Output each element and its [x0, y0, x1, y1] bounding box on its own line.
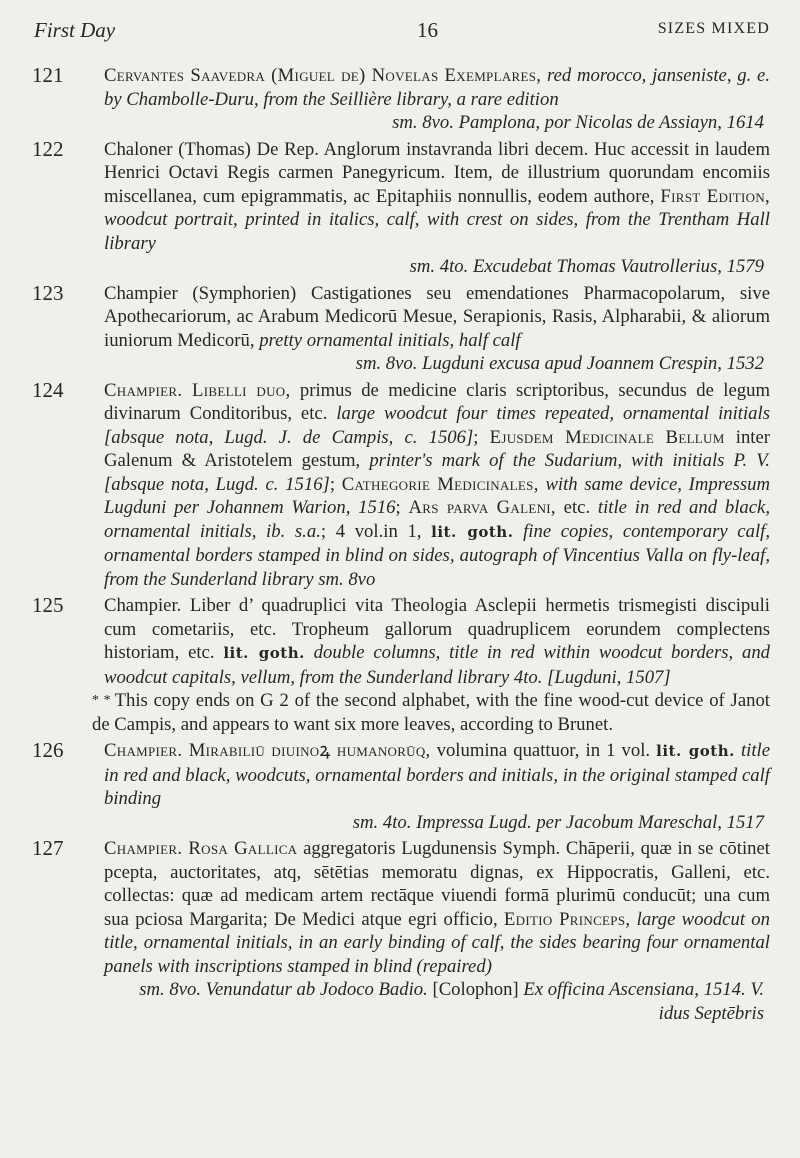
plain-text [513, 521, 523, 542]
lot-description [104, 138, 770, 256]
asterism-mark: * * [92, 693, 111, 708]
lot-number: 127 [32, 836, 64, 860]
small-caps-text: Editio Princeps, [503, 908, 631, 930]
italic-text: Ex officina Ascensiana, 1514. V. idus Septēbris [523, 979, 764, 1024]
lot-note [92, 689, 770, 736]
plain-text: primus de medicine claris scriptoribus, secundus de legum divinarum Conditoribus, etc. [104, 379, 770, 424]
italic-text: large woodcut four times repeated, ornamental initials [absque nota, Lugd. J. de Campis, c. 1506] [104, 403, 770, 448]
lot-description [104, 64, 770, 111]
lot-entry [30, 138, 770, 279]
plain-text: ; [395, 497, 409, 518]
small-caps-text: Champier. Mirabiliū diuinoꝝ humanorūq, [104, 740, 431, 761]
lot-description [104, 739, 770, 811]
lot-description [104, 594, 770, 689]
italic-text: double columns, title in red within woodcut borders, and woodcut capitals, vellum, from the Sunderland library 4to. [Lugduni, 1507] [104, 642, 771, 688]
plain-text: [Colophon] [427, 979, 524, 1000]
small-caps-text: Cathegorie Medicinales, [341, 473, 539, 495]
lot-imprint [104, 111, 770, 135]
italic-text: title in red and black, woodcuts, ornamental borders and initials, in the original stamped calf binding [104, 740, 770, 809]
lot-description [104, 837, 770, 978]
page-number: 16 [417, 18, 438, 42]
lot-entry [30, 837, 770, 1025]
italic-text: sm. 4to. Impressa Lugd. per Jacobum Mareschal, 1517 [352, 811, 764, 833]
note-text: This copy ends on G 2 of the second alphabet, with the fine wood-cut device of Janot de Campis, and appears to want six more leaves, according to Brunet. [92, 690, 770, 735]
italic-text: title in red and black, ornamental initials, ib. s.a. [104, 497, 771, 542]
lot-entry [30, 379, 770, 592]
lot-number: 123 [32, 280, 64, 305]
lot-number: 124 [32, 377, 64, 402]
italic-text: sm. 8vo. Venundatur ab Jodoco Badio. [139, 979, 428, 1000]
lot-number: 125 [32, 593, 64, 617]
italic-text: pretty ornamental initials, half calf [259, 329, 521, 351]
lot-number: 121 [32, 63, 64, 87]
small-caps-text: First Edition, [660, 185, 770, 207]
plain-text: ; 4 vol.in 1, [320, 520, 432, 542]
italic-text: sm. 8vo. Pamplona, por Nicolas de Assiayn, 1614 [392, 112, 764, 133]
blackletter-text: lit. goth. [431, 522, 514, 541]
small-caps-text: Ars parva Galeni, [408, 497, 556, 518]
lot-description [104, 282, 770, 353]
plain-text: etc. [555, 497, 598, 518]
plain-text: aggregatoris Lugdunensis Symph. Chāperii, quæ in se cōtinet pcepta, auctoritates, atq, sētētias memoratu dignas, ex Hippocratis, Galleni, etc. collectas: quæ ad medicam artem rectāque viuendi formā plurimū conducūt; una cum sua pciosa Margarita; De Medici atque egri officio, [104, 838, 770, 930]
lot-imprint [104, 978, 770, 1025]
small-caps-text: Cervantes Saavedra (Miguel de) Novelas Exemplares, [104, 65, 542, 86]
lot-number: 122 [32, 136, 64, 161]
running-header [34, 18, 770, 48]
lot-imprint [104, 352, 770, 376]
italic-text: sm. 4to. Excudebat Thomas Vautrollerius, 1579 [409, 256, 764, 277]
lot-entry [30, 739, 770, 834]
italic-text: red morocco, janseniste, g. e. by Chambolle-Duru, from the Seillière library, a rare edition [104, 65, 771, 110]
plain-text: inter Galenum & Aristotelem gestum, [104, 426, 770, 471]
blackletter-text: lit. goth. [223, 644, 305, 662]
plain-text: Champier. Liber d’ quadruplici vita Theologia Asclepii hermetis trismegisti discipuli cum cometariis, etc. Tropheum gallorum quadruplicem eorundem complectens historiam, etc. [104, 595, 770, 663]
plain-text: Chaloner (Thomas) De Rep. Anglorum instavranda libri decem. Huc accessit in laudem Henrici Octavi Regis carmen Panegyricum. Item, de illustrium quorundam encomiis miscellanea, cum epigrammatis, ac Epitaphiis nonnullis, eodem authore, [104, 138, 770, 207]
italic-text: fine copies, contemporary calf, ornamental borders stamped in blind on sides, autograph of Vincentius Valla on fly-leaf, from the Sunderland library sm. 8vo [104, 520, 771, 590]
italic-text: large woodcut on title, ornamental initials, in an early binding of calf, the sides bearing four ornamental panels with inscriptions stamped in blind (repaired) [104, 908, 770, 977]
small-caps-text: Champier. Rosa Gallica [104, 838, 298, 859]
italic-text: with same device, Impressum Lugduni per Johannem Warion, 1516 [104, 473, 770, 518]
header-section-title: SIZES MIXED [657, 20, 770, 37]
blackletter-text: lit. goth. [656, 742, 735, 760]
lot-description [104, 379, 770, 592]
plain-text: Champier (Symphorien) Castigationes seu emendationes Pharmacopolarum, sive Apothecariorum, ac Arabum Medicorū Mesue, Serapionis, Rasis, Alpharabii, & aliorum iuniorum Medicorū, [104, 282, 770, 351]
lot-number: 126 [32, 738, 64, 762]
italic-text: woodcut portrait, printed in italics, calf, with crest on sides, from the Trentham Hall library [104, 209, 770, 254]
plain-text: ; [329, 473, 342, 495]
lot-entry [30, 594, 770, 736]
catalogue-entries [30, 64, 770, 1028]
lot-entry [30, 282, 770, 376]
lot-entry [30, 64, 770, 135]
plain-text: ; [473, 426, 490, 448]
plain-text: volumina quattuor, in 1 vol. [430, 740, 657, 761]
italic-text: printer's mark of the Sudarium, with initials P. V. [absque nota, Lugd. c. 1516] [104, 450, 770, 495]
lot-imprint [104, 811, 770, 835]
plain-text [305, 642, 314, 663]
header-sale-day: First Day [34, 18, 116, 42]
small-caps-text: Ejusdem Medicinale Bellum [489, 426, 725, 448]
small-caps-text: Champier. Libelli duo, [104, 379, 291, 401]
italic-text: sm. 8vo. Lugduni excusa apud Joannem Crespin, 1532 [355, 353, 764, 374]
lot-imprint [104, 255, 770, 279]
